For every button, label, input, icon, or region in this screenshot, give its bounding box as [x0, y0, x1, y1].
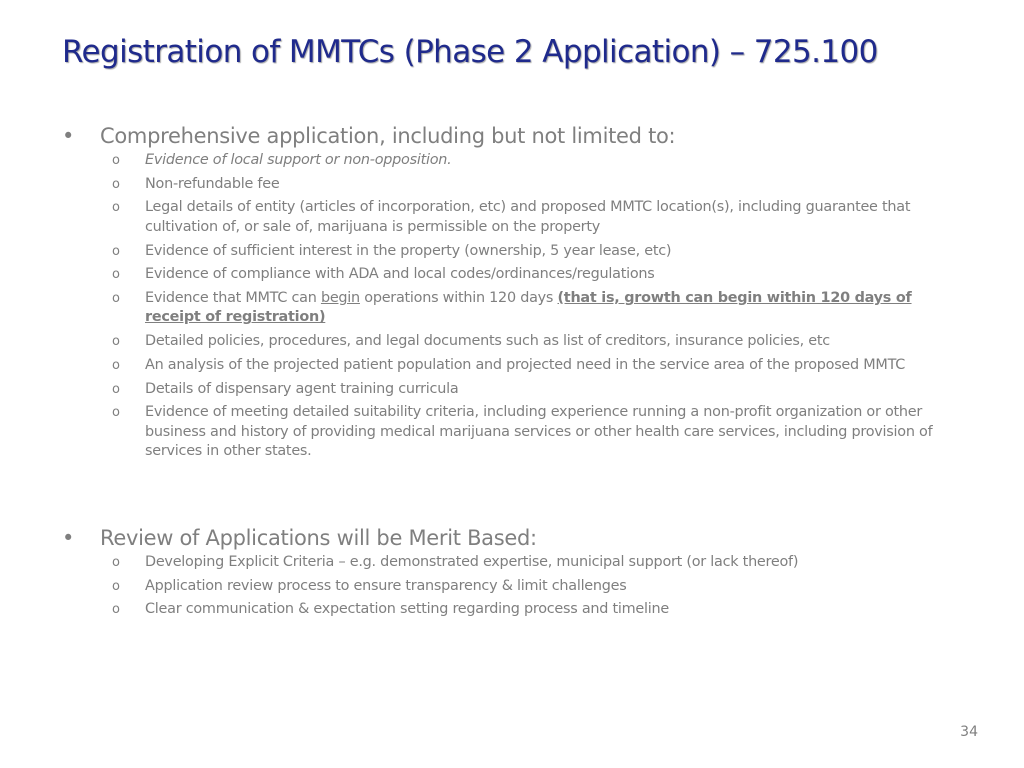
- sub-marker: o: [112, 381, 120, 397]
- sub-marker: o: [112, 290, 120, 306]
- bullet-marker: •: [62, 526, 75, 550]
- sub-item: [62, 242, 952, 262]
- sub-item: [62, 577, 952, 597]
- sub-text-rich: [145, 289, 952, 328]
- bullet-item: [62, 122, 952, 150]
- sub-marker: o: [112, 153, 120, 168]
- bullet-section-review: [62, 524, 952, 624]
- bullet-marker: •: [62, 124, 75, 148]
- sub-item: [62, 289, 952, 328]
- sub-text: Evidence of compliance with ADA and local codes/ordinances/regulations: [145, 266, 655, 283]
- slide-title: Registration of MMTCs (Phase 2 Application) – 725.100: [62, 34, 878, 70]
- sub-marker: o: [112, 243, 120, 259]
- sub-item: [62, 403, 952, 462]
- sub-marker: o: [112, 334, 120, 350]
- sub-text: Clear communication & expectation setting regarding process and timeline: [145, 601, 669, 618]
- sub-text: Evidence of sufficient interest in the property (ownership, 5 year lease, etc): [145, 242, 672, 259]
- bullet-section-application: [62, 122, 952, 466]
- sub-text: Application review process to ensure transparency & limit challenges: [145, 577, 627, 594]
- sub-marker: o: [112, 555, 120, 570]
- sub-marker: o: [112, 267, 120, 283]
- page-number: 34: [960, 724, 978, 740]
- sub-text: Legal details of entity (articles of incorporation, etc) and proposed MMTC location(s), including guarantee that cultivation of, or sale of, marijuana is permissible on the property: [145, 199, 911, 235]
- sub-list: [62, 553, 952, 620]
- underlined-word: begin: [320, 289, 360, 306]
- sub-text: Evidence of local support or non-opposition.: [145, 152, 452, 168]
- sub-item: [62, 553, 952, 573]
- sub-item: [62, 332, 952, 352]
- bullet-item: [62, 524, 952, 552]
- sub-marker: o: [112, 578, 120, 594]
- sub-text: An analysis of the projected patient population and projected need in the service area of the proposed MMTC: [145, 356, 906, 373]
- emphasis-text: (that is, growth can begin within 120 days of receipt of registration): [145, 289, 912, 326]
- sub-item: [62, 600, 952, 620]
- sub-marker: o: [112, 200, 120, 216]
- sub-text: Detailed policies, procedures, and legal documents such as list of creditors, insurance policies, etc: [145, 333, 830, 350]
- sub-marker: o: [112, 357, 120, 373]
- sub-item: [62, 151, 952, 171]
- sub-item: [62, 175, 952, 195]
- sub-item: [62, 265, 952, 285]
- sub-marker: o: [112, 405, 120, 421]
- bullet-text: Comprehensive application, including but not limited to:: [100, 124, 676, 148]
- sub-item: [62, 198, 952, 237]
- sub-text: Non-refundable fee: [145, 175, 280, 192]
- sub-marker: o: [112, 176, 120, 192]
- sub-list: [62, 151, 952, 462]
- sub-marker: o: [112, 602, 120, 618]
- sub-item: [62, 356, 952, 376]
- bullet-text: Review of Applications will be Merit Based:: [100, 526, 537, 550]
- sub-item: [62, 380, 952, 400]
- sub-text: Details of dispensary agent training curricula: [145, 380, 459, 397]
- sub-text-part: operations within 120 days: [359, 289, 558, 306]
- sub-text: Evidence of meeting detailed suitability criteria, including experience running a non-profit organization or other business and history of providing medical marijuana services or other health care services, including provision of services in other states.: [145, 404, 933, 460]
- sub-text: Developing Explicit Criteria – e.g. demonstrated expertise, municipal support (or lack thereof): [145, 554, 799, 570]
- sub-text-part: Evidence that MMTC can: [145, 289, 321, 306]
